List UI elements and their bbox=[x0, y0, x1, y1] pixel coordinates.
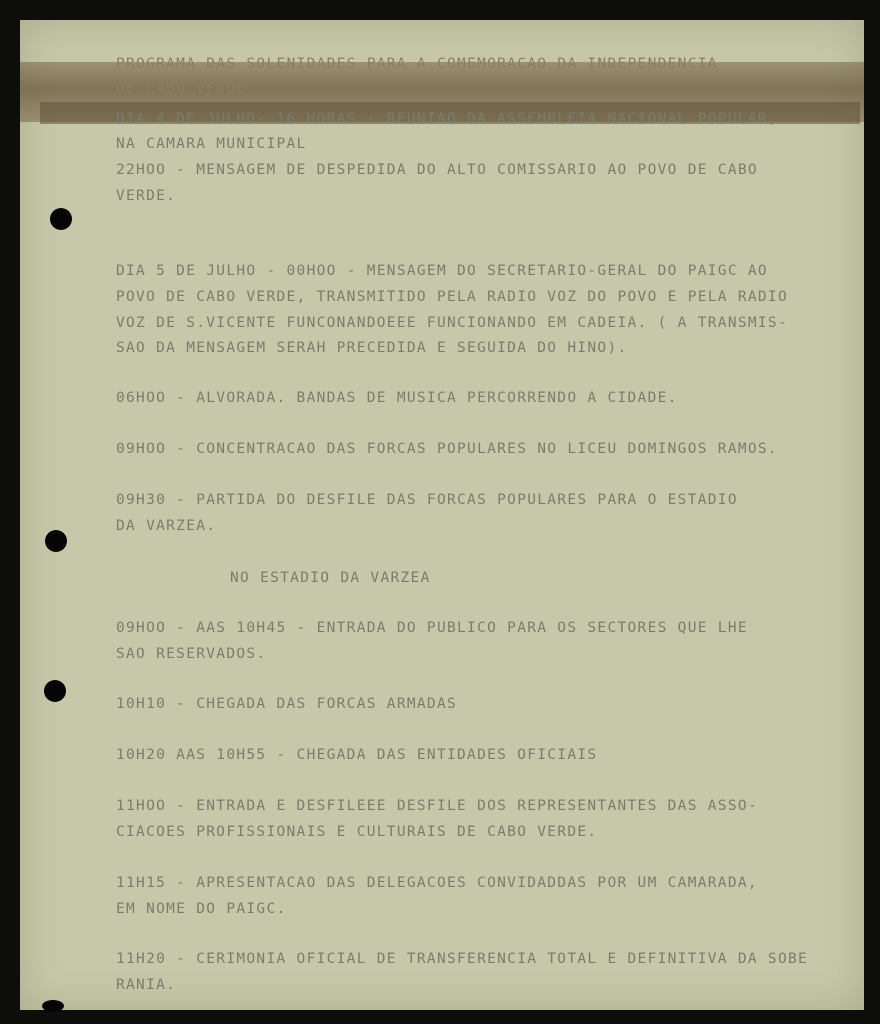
text-line: 06HOO - ALVORADA. BANDAS DE MUSICA PERCORRENDO A CIDADE. bbox=[116, 390, 678, 406]
text-line: EM NOME DO PAIGC. bbox=[116, 901, 287, 917]
text-line: 09HOO - AAS 10H45 - ENTRADA DO PUBLICO PARA OS SECTORES QUE LHE bbox=[116, 620, 748, 636]
text-line: 09HOO - CONCENTRACAO DAS FORCAS POPULARES NO LICEU DOMINGOS RAMOS. bbox=[116, 441, 778, 457]
text-line: 22HOO - MENSAGEM DE DESPEDIDA DO ALTO COMISSARIO AO POVO DE CABO bbox=[116, 162, 758, 178]
text-line: POVO DE CABO VERDE, TRANSMITIDO PELA RADIO VOZ DO POVO E PELA RADIO bbox=[116, 289, 788, 305]
document-heading-line: PROGRAMA DAS SOLENIDADES PARA A COMEMORACAO DA INDEPENDENCIA bbox=[116, 56, 718, 72]
document-page bbox=[20, 20, 864, 1010]
text-line: 10H20 AAS 10H55 - CHEGADA DAS ENTIDADES OFICIAIS bbox=[116, 747, 598, 763]
text-line: SAO RESERVADOS. bbox=[116, 646, 267, 662]
punch-hole bbox=[50, 208, 72, 230]
text-line: 10H10 - CHEGADA DAS FORCAS ARMADAS bbox=[116, 696, 458, 712]
text-line: DIA 5 DE JULHO - 00HOO - MENSAGEM DO SECRETARIO-GERAL DO PAIGC AO bbox=[116, 263, 768, 279]
text-line: DA VARZEA. bbox=[116, 518, 217, 534]
text-line: 11H20 - CERIMONIA OFICIAL DE TRANSFERENCIA TOTAL E DEFINITIVA DA SOBE bbox=[116, 951, 809, 967]
section-heading: NO ESTADIO DA VARZEA bbox=[230, 570, 431, 586]
text-line: SAO DA MENSAGEM SERAH PRECEDIDA E SEGUIDA DO HINO). bbox=[116, 340, 628, 356]
text-line: VERDE. bbox=[116, 188, 177, 204]
text-line: DIA 4 DE JULHO- 16 HORAS - REUNIAO DA ASSEMBLEIA NACIONAL POPULAR, bbox=[116, 111, 778, 127]
text-line: NA CAMARA MUNICIPAL bbox=[116, 136, 307, 152]
text-line: 11H15 - APRESENTACAO DAS DELEGACOES CONVIDADDAS POR UM CAMARADA, bbox=[116, 875, 758, 891]
text-line: 09H30 - PARTIDA DO DESFILE DAS FORCAS POPULARES PARA O ESTADIO bbox=[116, 492, 738, 508]
punch-hole bbox=[42, 1000, 64, 1012]
text-line: CIACOES PROFISSIONAIS E CULTURAIS DE CABO VERDE. bbox=[116, 824, 598, 840]
punch-hole bbox=[45, 530, 67, 552]
text-line: VOZ DE S.VICENTE FUNCONANDOEEE FUNCIONANDO EM CADEIA. ( A TRANSMIS- bbox=[116, 315, 788, 331]
text-line: 11HOO - ENTRADA E DESFILEEE DESFILE DOS REPRESENTANTES DAS ASSO- bbox=[116, 798, 758, 814]
punch-hole bbox=[44, 680, 66, 702]
document-heading-line: DE CABO VERDE bbox=[116, 81, 247, 97]
text-line: RANIA. bbox=[116, 977, 177, 993]
